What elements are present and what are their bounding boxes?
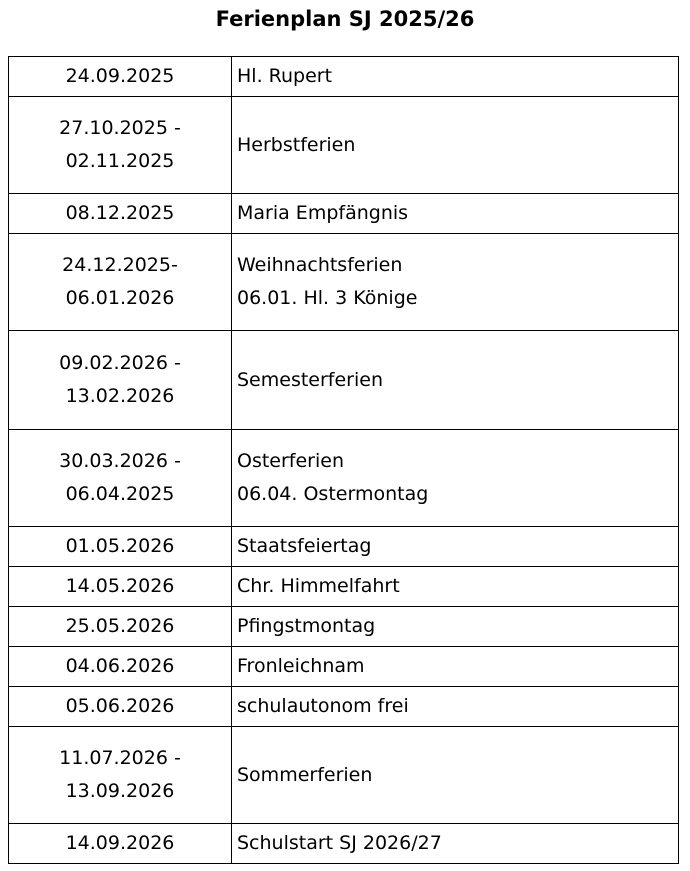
description-text: Weihnachtsferien bbox=[237, 254, 403, 276]
date-text: 01.05.2026 bbox=[65, 535, 175, 557]
description-cell bbox=[232, 647, 679, 687]
table-row bbox=[9, 527, 679, 567]
date-text: 06.04.2025 bbox=[65, 483, 175, 505]
date-cell bbox=[9, 727, 232, 824]
description-text: schulautonom frei bbox=[237, 695, 409, 717]
description-text: Osterferien bbox=[237, 450, 345, 472]
date-cell bbox=[9, 194, 232, 234]
table-row bbox=[9, 194, 679, 234]
table-row bbox=[9, 824, 679, 864]
date-text: 05.06.2026 bbox=[65, 695, 175, 717]
description-text: 06.04. Ostermontag bbox=[237, 483, 429, 505]
date-text: 08.12.2025 bbox=[65, 202, 175, 224]
date-text: 25.05.2026 bbox=[65, 615, 175, 637]
description-cell bbox=[232, 57, 679, 97]
description-cell bbox=[232, 727, 679, 824]
description-cell bbox=[232, 527, 679, 567]
date-cell bbox=[9, 97, 232, 194]
description-text: Semesterferien bbox=[237, 368, 383, 391]
date-text: 30.03.2026 - bbox=[59, 450, 181, 472]
description-text: Fronleichnam bbox=[237, 655, 365, 677]
table-row bbox=[9, 331, 679, 430]
description-cell bbox=[232, 97, 679, 194]
date-text: 14.09.2026 bbox=[65, 832, 175, 854]
date-text: 04.06.2026 bbox=[65, 655, 175, 677]
date-cell bbox=[9, 607, 232, 647]
date-text: 24.09.2025 bbox=[65, 65, 175, 87]
table-row bbox=[9, 687, 679, 727]
description-cell bbox=[232, 687, 679, 727]
table-row bbox=[9, 57, 679, 97]
date-cell bbox=[9, 430, 232, 527]
description-cell bbox=[232, 331, 679, 430]
description-text: Sommerferien bbox=[237, 763, 373, 786]
description-text: Herbstferien bbox=[237, 133, 356, 156]
description-cell bbox=[232, 430, 679, 527]
description-text: Hl. Rupert bbox=[237, 65, 333, 87]
date-text: 02.11.2025 bbox=[65, 150, 175, 172]
date-text: 24.12.2025- bbox=[62, 254, 178, 276]
date-cell bbox=[9, 331, 232, 430]
description-cell bbox=[232, 234, 679, 331]
date-cell bbox=[9, 527, 232, 567]
table-row bbox=[9, 430, 679, 527]
date-text: 11.07.2026 - bbox=[59, 747, 181, 769]
date-text: 13.09.2026 bbox=[65, 780, 175, 802]
table-row bbox=[9, 97, 679, 194]
description-cell bbox=[232, 824, 679, 864]
table-row bbox=[9, 647, 679, 687]
description-cell bbox=[232, 567, 679, 607]
date-text: 09.02.2026 - bbox=[59, 352, 181, 374]
description-cell bbox=[232, 194, 679, 234]
date-text: 13.02.2026 bbox=[65, 385, 175, 407]
date-text: 27.10.2025 - bbox=[59, 117, 181, 139]
description-text: Schulstart SJ 2026/27 bbox=[237, 832, 442, 854]
date-text: 14.05.2026 bbox=[65, 575, 175, 597]
holiday-table bbox=[8, 56, 679, 864]
description-text: Maria Empfängnis bbox=[237, 202, 409, 224]
description-text: 06.01. Hl. 3 Könige bbox=[237, 287, 418, 309]
date-cell bbox=[9, 647, 232, 687]
description-text: Pfingstmontag bbox=[237, 615, 376, 637]
table-row bbox=[9, 567, 679, 607]
description-text: Staatsfeiertag bbox=[237, 535, 372, 557]
table-row bbox=[9, 607, 679, 647]
date-cell bbox=[9, 234, 232, 331]
date-text: 06.01.2026 bbox=[65, 287, 175, 309]
description-cell bbox=[232, 607, 679, 647]
date-cell bbox=[9, 567, 232, 607]
date-cell bbox=[9, 687, 232, 727]
date-cell bbox=[9, 57, 232, 97]
description-text: Chr. Himmelfahrt bbox=[237, 575, 400, 597]
table-row bbox=[9, 234, 679, 331]
table-row bbox=[9, 727, 679, 824]
date-cell bbox=[9, 824, 232, 864]
page-title: Ferienplan SJ 2025/26 bbox=[215, 7, 475, 31]
